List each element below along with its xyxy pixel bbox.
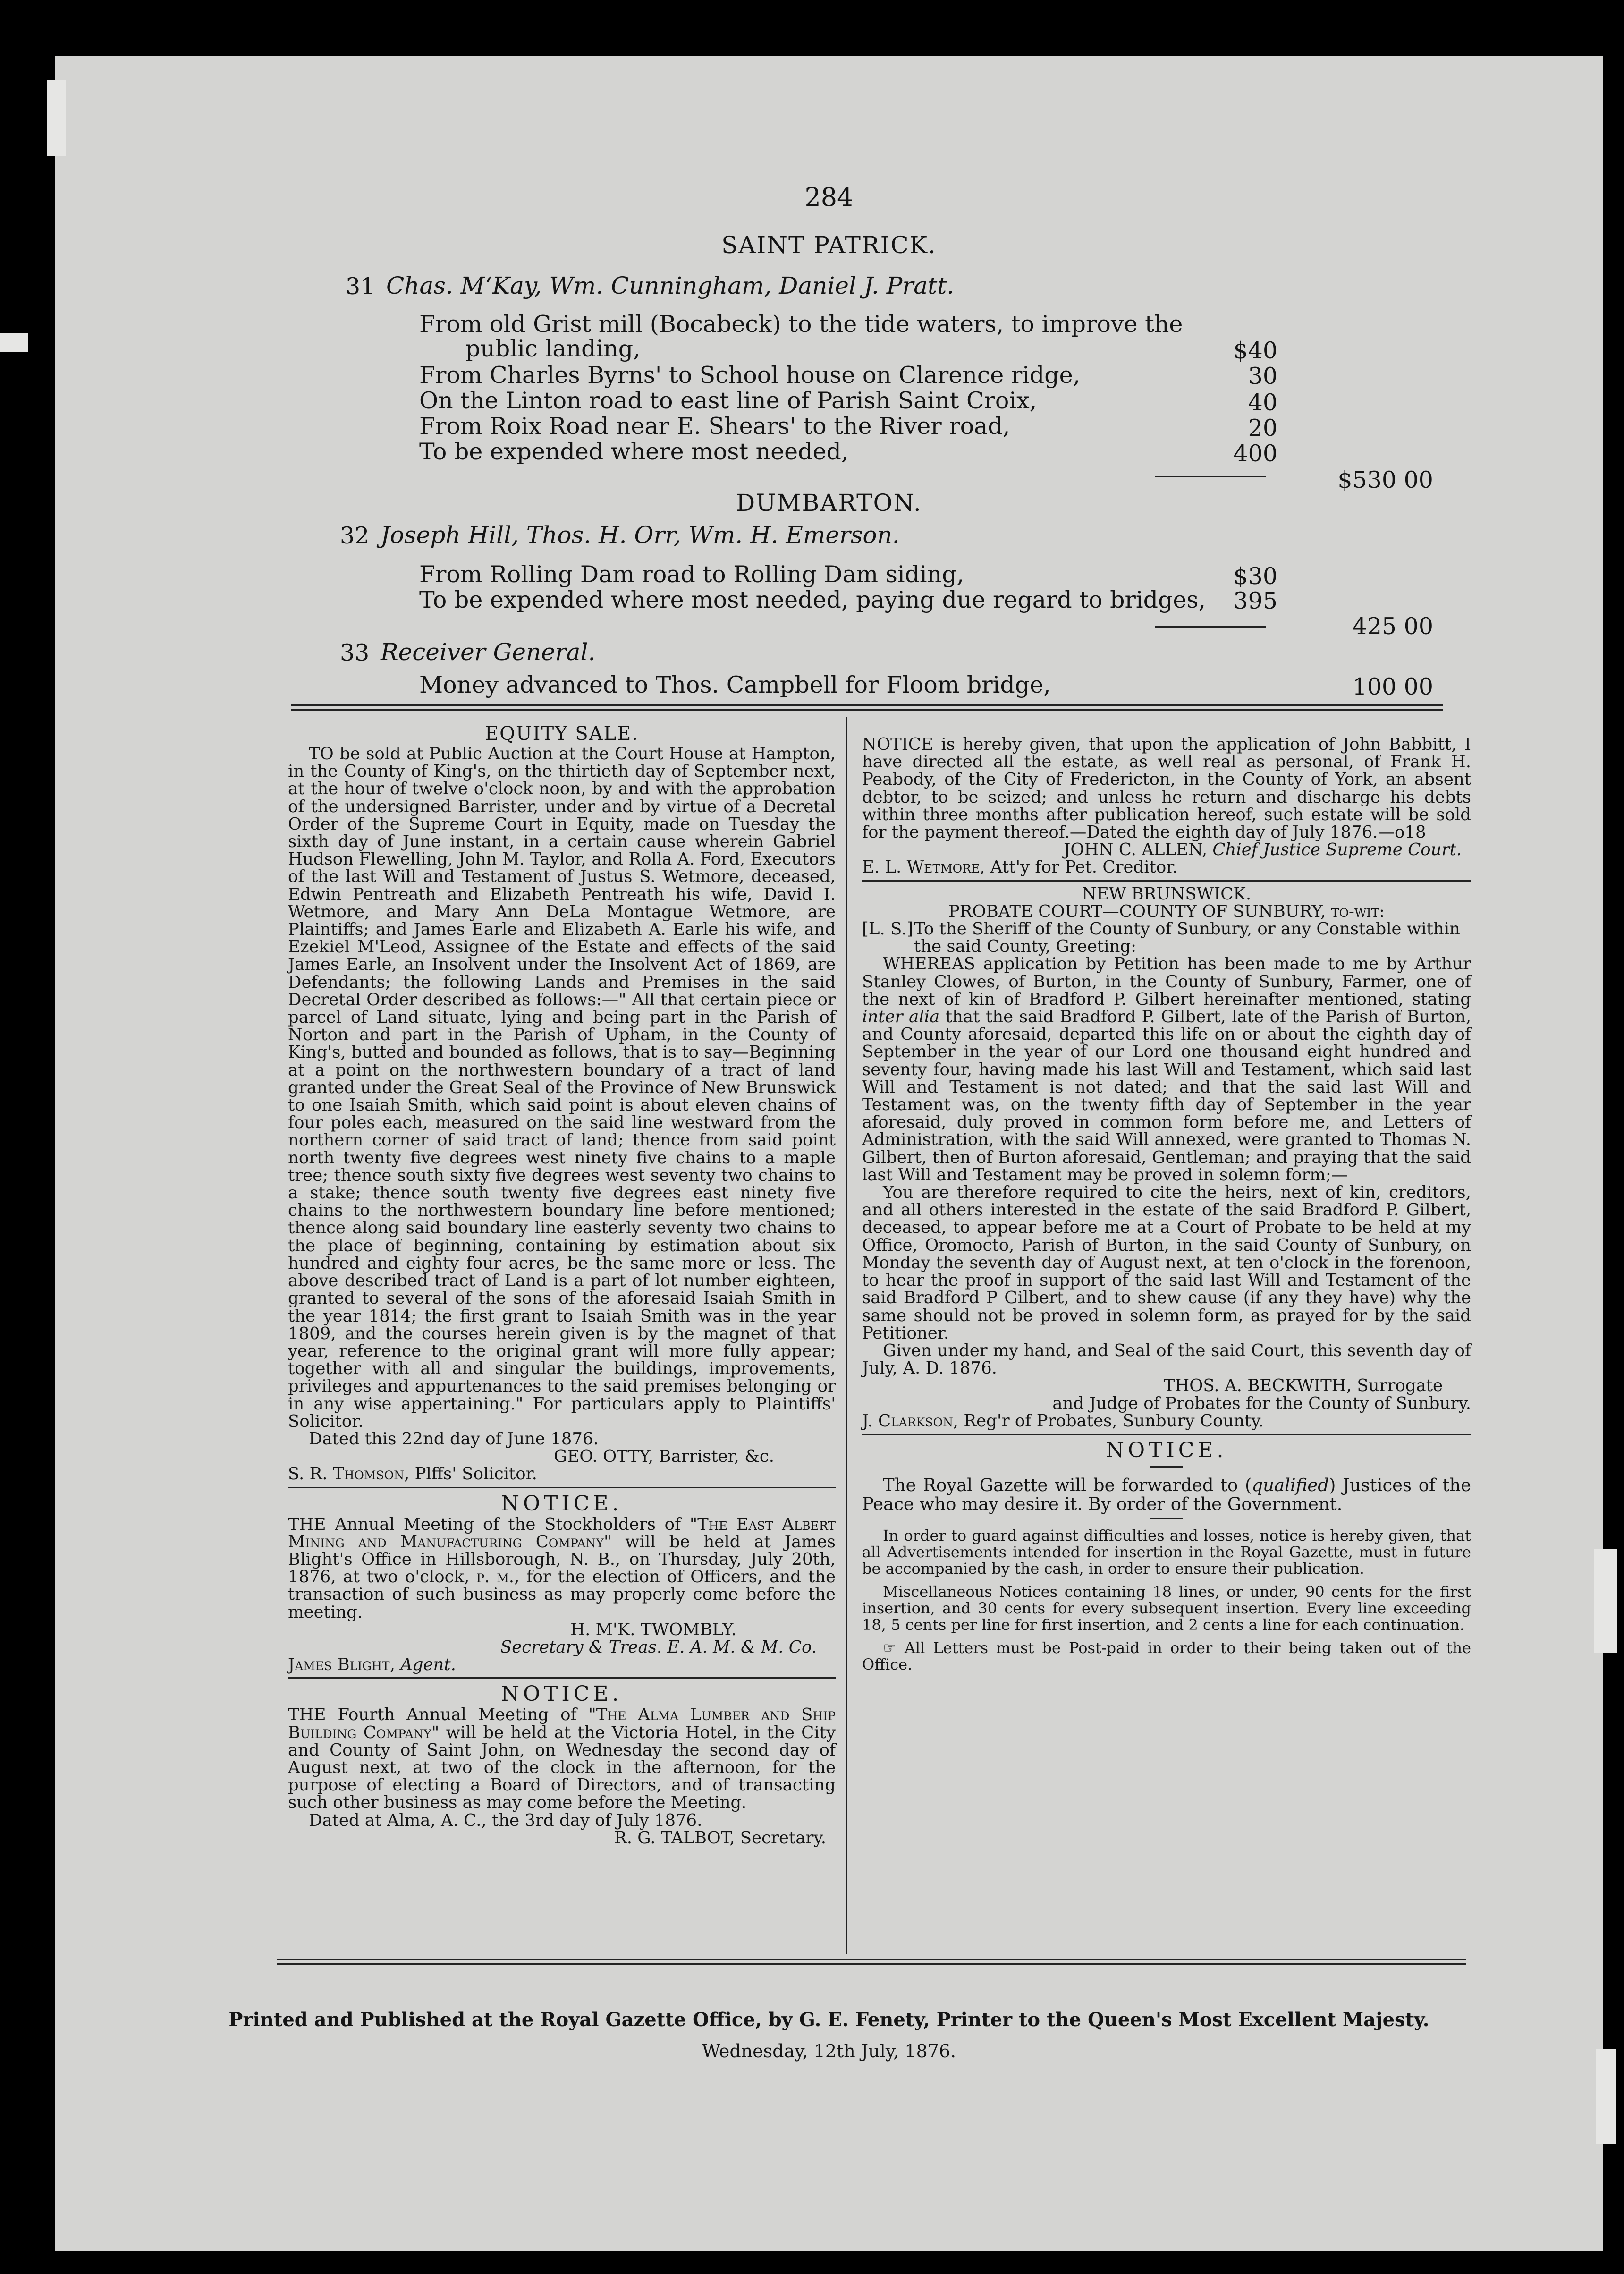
receiver-general: Receiver General. [381, 638, 596, 666]
pointing-hand-icon: ☞ [883, 1638, 897, 1657]
notice-alma [288, 1682, 836, 1847]
scan-edge-mark [1596, 2049, 1616, 2144]
item-amount: 30 [1248, 363, 1277, 390]
section-rule [277, 1963, 1466, 1965]
probate-address [862, 920, 1471, 955]
item-line: public landing, [465, 335, 641, 362]
total-dumbarton: 425 00 [1352, 613, 1433, 640]
probate-whereas: WHEREAS application by Petition has been made to me by Arthur Stanley Clowes, of Burton, in the County of Sunbury, Farmer, one of the next of kin of Bradford P. Gilbert hereinafter mentioned, stating inter alia that the said Bradford P. Gilbert, late of the Parish of Burton, and County aforesaid, departed this life on or about the eighth day of September in the year of our Lord one thousand eight hundred and seventy four, having made his last Will and Testament, which said last Will and Testament is not dated; and that the said last Will and Testament was, on the twenty fifth day of September in the year aforesaid, duly proved in common form before me, and Letters of Administration, with the said Will annexed, were granted to Thomas N. Gilbert, then of Burton aforesaid, Gentleman; and praying that the said last Will and Testament may be proved in solemn form;— [862, 954, 1471, 1185]
section-rule [291, 709, 1443, 711]
item-amount: 20 [1248, 415, 1277, 441]
scan-edge-mark [47, 80, 66, 156]
probate-clerk: J. Clarkson, Reg'r of Probates, Sunbury County. [862, 1411, 1264, 1431]
notice-gazette-rates: Miscellaneous Notices containing 18 lines, or under, 90 cents for the first insertion, and 30 cents for every subsequent insertion. Every line exceeding 18, 5 cents per line for first insertion, and 2 cents a line for each continuation. [862, 1582, 1471, 1634]
notice-east-albert-body: THE Annual Meeting of the Stockholders of "The East Albert Mining and Manufacturing Company" will be held at James Blight's Office in Hillsborough, N. B., on Thursday, July 20th, 1876, at two o'clock, p. m., for the election of Officers, and the transaction of such business as may properly come before the meeting. [288, 1514, 836, 1622]
notice-separator [862, 880, 1471, 882]
section-rule [277, 1959, 1466, 1960]
notice-babbitt-signer: JOHN C. ALLEN, Chief Justice Supreme Court. [1064, 840, 1462, 860]
scan-edge-mark [0, 333, 28, 352]
item-line: Money advanced to Thos. Campbell for Floom bridge, [419, 671, 1051, 698]
commissioner-names-32: Joseph Hill, Thos. H. Orr, Wm. H. Emerson. [381, 521, 900, 549]
notice-gazette-justices: The Royal Gazette will be forwarded to (qualified) Justices of the Peace who may desire it. By order of the Government. [862, 1475, 1471, 1514]
notice-babbitt-body: NOTICE is hereby given, that upon the application of John Babbitt, I have directed all the estate, as well real as personal, of Frank H. Peabody, of the City of Fredericton, in the County of York, an absent debtor, to be seized; and unless he return and discharge his debts within three months after publication hereof, such estate will be sold for the payment thereof.—Dated the eighth day of July 1876.—o18 [862, 735, 1471, 842]
notice-heading: NOTICE. [501, 1682, 623, 1706]
item-line: To be expended where most needed, [419, 438, 849, 465]
item-amount: 400 [1233, 440, 1277, 467]
probate-heading-court: PROBATE COURT—COUNTY OF SUNBURY, to-wit: [948, 901, 1385, 921]
seal-mark: [L. S.] [862, 919, 914, 939]
notice-gazette-letters: ☞ All Letters must be Post-paid in order to their being taken out of the Office. [862, 1638, 1472, 1673]
probate-signer: THOS. A. BECKWITH, Surrogate [1163, 1376, 1443, 1396]
entry-number-31: 31 [346, 273, 375, 300]
short-rule [1150, 1518, 1183, 1519]
short-rule [1150, 1466, 1183, 1468]
notice-alma-body: THE Fourth Annual Meeting of "The Alma Lumber and Ship Building Company" will be held at the Victoria Hotel, in the City and County of Saint John, on Wednesday the second day of August next, at two of the clock in the afternoon, for the purpose of electing a Board of Directors, and of transacting such other business as may come before the Meeting. [288, 1705, 836, 1813]
printer-imprint: Printed and Published at the Royal Gazette Office, by G. E. Fenety, Printer to the Queen's Most Excellent Majesty. [228, 2009, 1429, 2031]
scan-edge-mark [1594, 1549, 1617, 1653]
equity-sale-body: TO be sold at Public Auction at the Court House at Hampton, in the County of King's, on the thirtieth day of September next, at the hour of twelve o'clock noon, by and with the approbation of the undersigned Barrister, under and by virtue of a Decretal Order of the Supreme Court in Equity, made on Tuesday the sixth day of June instant, in a certain cause wherein Gabriel Hudson Flewelling, John M. Taylor, and Rolla A. Ford, Executors of the last Will and Testament of Justus S. Wetmore, deceased, Edwin Pentreath and Elizabeth Pentreath his wife, David I. Wetmore, and Mary Ann DeLa Montague Wetmore, are Plaintiffs; and James Earle and Elizabeth A. Earle his wife, and Ezekiel M'Leod, Assignee of the Estate and effects of the said James Earle, an Insolvent under the Insolvent Act of 1869, are Defendants; the following Lands and Premises in the said Decretal Order described as follows:—" All that certain piece or parcel of Land situate, lying and being part in the Parish of Norton and part in the Parish of Upham, in the County of King's, butted and bounded as follows, that is to say—Beginning at a point on the northwestern boundary of a tract of land granted under the Great Seal of the Province of New Brunswick to one Isaiah Smith, which said point is about eleven chains of four poles each, measured on the said line westward from the northern corner of said tract of land; thence from said point north twenty five degrees west ninety five chains to a maple tree; thence south sixty five degrees west seventy two chains to a stake; thence south twenty five degrees east ninety five chains to the northwestern boundary line before mentioned; thence along said boundary line easterly seventy two chains to the place of beginning, containing by estimation about six hundred and eighty four acres, be the same more or less. The above described tract of Land is a part of lot number eighteen, granted to several of the sons of the aforesaid Isaiah Smith in the year 1814; the first grant to Isaiah Smith was in the year 1809, and the courses herein given is by the magnet of that year, reference to the original grant will more fully appear; together with all and singular the buildings, improvements, privileges and appurtenances to the said premises belonging or in any wise appertaining." For particulars apply to Plaintiffs' Solicitor. [288, 744, 836, 1431]
item-line: To be expended where most needed, paying due regard to bridges, [419, 586, 1206, 613]
heading-saint-patrick: SAINT PATRICK. [721, 231, 937, 259]
notice-east-albert [288, 1492, 836, 1674]
heading-dumbarton: DUMBARTON. [736, 489, 922, 517]
notice-separator [288, 1487, 836, 1488]
notice-east-albert-signer: H. M'K. TWOMBLY. [570, 1620, 736, 1639]
item-line: From Rolling Dam road to Rolling Dam siding, [419, 561, 964, 588]
item-amount: $40 [1233, 337, 1277, 364]
section-rule [291, 704, 1443, 706]
page-number: 284 [804, 182, 854, 212]
probate-given: Given under my hand, and Seal of the said Court, this seventh day of July, A. D. 1876. [862, 1341, 1471, 1378]
notice-babbitt-attorney: E. L. Wetmore, Att'y for Pet. Creditor. [862, 857, 1178, 877]
total-receiver: 100 00 [1352, 673, 1433, 700]
gazette-page [55, 56, 1603, 2251]
probate-signer-title: and Judge of Probates for the County of Sunbury. [1052, 1393, 1471, 1413]
equity-sale-dated: Dated this 22nd day of June 1876. [309, 1429, 599, 1449]
right-column [862, 736, 1471, 1673]
equity-sale-heading: EQUITY SALE. [484, 723, 639, 745]
notice-east-albert-signer-title: Secretary & Treas. E. A. M. & M. Co. [500, 1637, 817, 1657]
item-line: From Charles Byrns' to School house on Clarence ridge, [419, 362, 1081, 389]
commissioner-names-31: Chas. M‘Kay, Wm. Cunningham, Daniel J. Pratt. [386, 272, 955, 299]
item-line: From Roix Road near E. Shears' to the River road, [419, 413, 1010, 440]
entry-number-32: 32 [340, 522, 370, 549]
left-column [288, 722, 836, 1847]
entry-number-33: 33 [340, 639, 370, 666]
notice-alma-signer: R. G. TALBOT, Secretary. [614, 1828, 826, 1848]
notice-alma-dated: Dated at Alma, A. C., the 3rd day of July 1876. [309, 1810, 702, 1830]
notice-gazette [862, 1439, 1471, 1673]
probate-heading-province: NEW BRUNSWICK. [1082, 884, 1252, 904]
publication-date: Wednesday, 12th July, 1876. [702, 2041, 956, 2062]
notice-heading: NOTICE. [501, 1491, 623, 1516]
item-line: From old Grist mill (Bocabeck) to the tide waters, to improve the [419, 311, 1183, 338]
item-amount: 40 [1248, 389, 1277, 416]
probate-notice [862, 885, 1471, 1430]
column-divider [846, 717, 847, 1954]
notice-separator [862, 1434, 1471, 1435]
notice-gazette-advertisements: In order to guard against difficulties and losses, notice is hereby given, that all Advertisements intended for insertion in the Royal Gazette, must in future be accompanied by the cash, in order to ensure their publication. [862, 1526, 1471, 1578]
equity-sale-solicitor: S. R. Thomson, Plffs' Solicitor. [288, 1464, 537, 1484]
notice-heading: NOTICE. [1106, 1438, 1227, 1462]
notice-babbitt [862, 736, 1471, 876]
item-line: On the Linton road to east line of Parish Saint Croix, [419, 387, 1037, 414]
equity-sale [288, 722, 836, 1483]
item-amount: $30 [1233, 563, 1277, 590]
total-saint-patrick: $530 00 [1337, 467, 1433, 493]
notice-east-albert-agent: James Blight, Agent. [288, 1655, 456, 1675]
item-amount: 395 [1233, 587, 1277, 614]
equity-sale-signer: GEO. OTTY, Barrister, &c. [554, 1447, 774, 1467]
probate-address-text: To the Sheriff of the County of Sunbury, or any Constable within the said County, Greeting: [914, 919, 1460, 957]
notice-separator [288, 1677, 836, 1679]
probate-citation: You are therefore required to cite the heirs, next of kin, creditors, and all others interested in the estate of the said Bradford P. Gilbert, deceased, to appear before me at a Court of Probate to be held at my Office, Oromocto, Parish of Burton, in the said County of Sunbury, on Monday the seventh day of August next, at ten o'clock in the forenoon, to hear the proof in support of the said last Will and Testament of the said Bradford P Gilbert, and to shew cause (if any they have) why the same should not be proved in solemn form, as prayed for by the said Petitioner. [862, 1183, 1471, 1343]
